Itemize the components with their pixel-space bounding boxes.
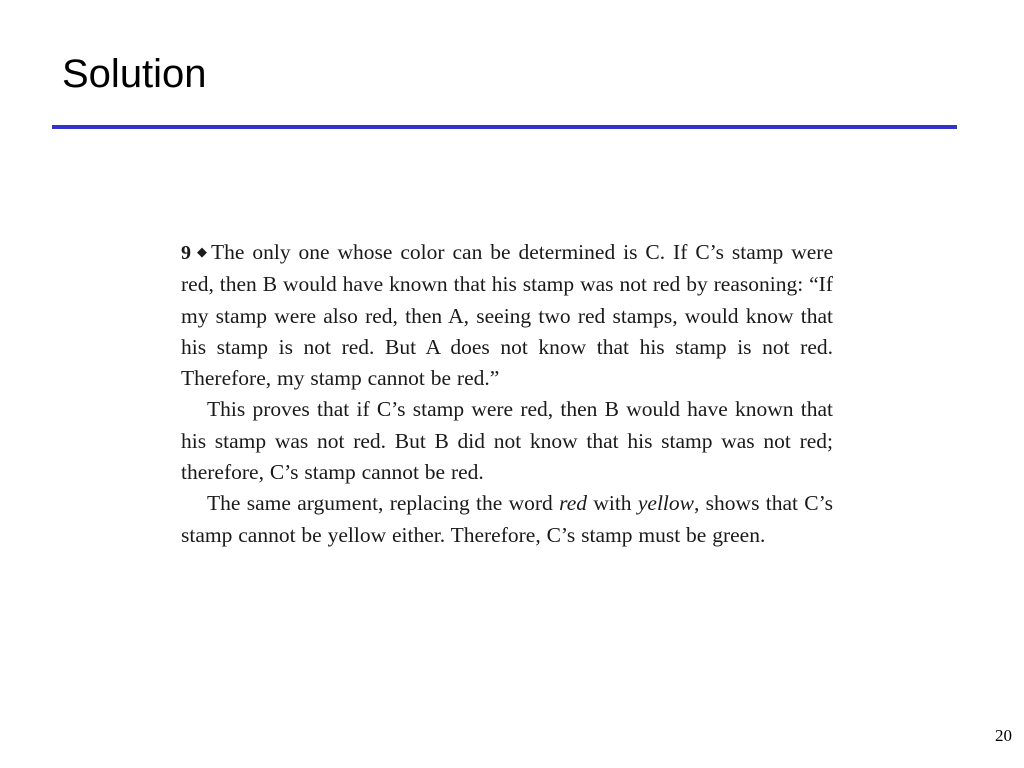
title-divider [52, 125, 957, 129]
book-excerpt [181, 236, 833, 551]
diamond-bullet-icon: ◆ [197, 244, 207, 259]
excerpt-paragraph-2: This proves that if C’s stamp were red, then B would have known that his stamp was not red. But B did not know that his stamp was not red; therefore, C’s stamp cannot be red. [181, 397, 833, 485]
emphasis-red: red [559, 491, 587, 516]
page-number: 20 [995, 726, 1012, 745]
emphasis-yellow: yellow [637, 491, 694, 516]
excerpt-paragraph-3 [181, 488, 833, 551]
paragraph-1-text: The only one whose color can be determined is C. If C’s stamp were red, then B would have known that his stamp was not red by reasoning: “If my stamp were also red, then A, seeing two red stamps, would know that his stamp is not red. But A does not know that his stamp is not red. Therefore, my stamp cannot be red.” [181, 240, 833, 391]
problem-number: 9 [181, 242, 191, 264]
paragraph-3-middle: with [587, 491, 638, 516]
paragraph-3-after: , shows that C’s stamp cannot be yellow either. Therefore, C’s stamp must be green. [181, 491, 833, 547]
paragraph-3-before: The same argument, replacing the word [207, 491, 560, 516]
slide-title: Solution [62, 52, 207, 96]
excerpt-paragraph-1 [181, 236, 833, 394]
